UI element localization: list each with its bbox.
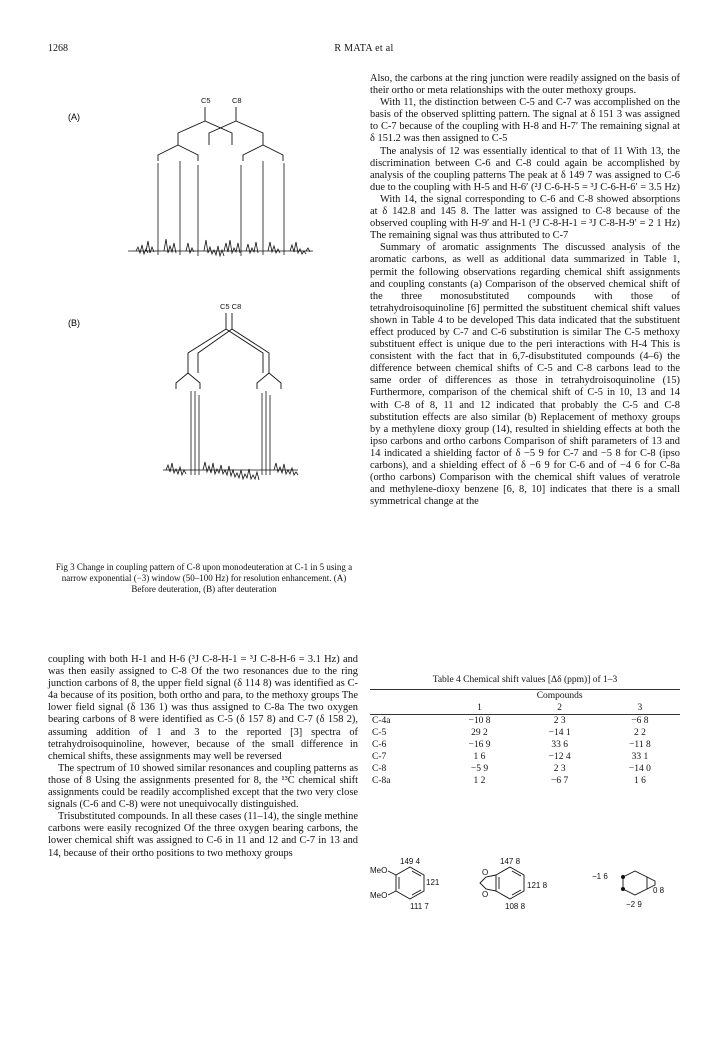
cell: 33 6 xyxy=(551,740,568,750)
paragraph: With 14, the signal corresponding to C-6 and C-8 showed absorptions at δ 142.8 and 145 8. The latter was assigned to C-8 because of the observed coupling with H-9′ and H-1 (³J C-8-H-1 = ³J C-8-H-9′ = 2 1 Hz) The remaining signal was thus attributed to C-7 xyxy=(370,193,680,242)
table-row xyxy=(370,775,680,787)
label: 121 8 xyxy=(527,881,548,890)
table-title: Table 4 Chemical shift values [Δδ (ppm)] of 1–3 xyxy=(432,675,618,685)
table-row xyxy=(370,715,680,728)
paragraph: Also, the carbons at the ring junction were readily assigned on the basis of their ortho or meta relationships with the outer methoxy groups. xyxy=(370,73,680,97)
paragraph: The analysis of 12 was essentially identical to that of 11 With 13, the discrimination between C-6 and C-8 could again be accomplished by analysis of the coupling patterns The peak at δ 149 7 was assigned to C-6 due to the coupling with H-5 and H-6′ (²J C-6-H-5 = ³J C-6-H-6′ = 3.5 Hz) xyxy=(370,145,680,193)
table-4 xyxy=(370,675,680,787)
label: 111 7 xyxy=(410,902,429,911)
cell: 29 2 xyxy=(471,728,488,738)
peak-label-c5: C5 xyxy=(201,96,211,105)
row-label: C-8 xyxy=(372,764,387,774)
cell: 1 6 xyxy=(473,752,486,762)
left-column-text xyxy=(48,654,358,860)
cell: 2 2 xyxy=(633,728,646,738)
table-row xyxy=(370,727,680,739)
label: MeO xyxy=(370,866,388,875)
label: 108 8 xyxy=(505,902,526,911)
row-label: C-7 xyxy=(372,752,387,762)
spectrum-b xyxy=(163,391,298,480)
group-header: Compounds xyxy=(536,691,583,701)
cell: −12 4 xyxy=(548,752,571,762)
paragraph: Summary of aromatic assignments The discussed analysis of the aromatic carbons, as well as additional data summarized in Table 1, permit the following observations regarding chemical shift assignments and coupling constants (a) Comparison of the observed chemical shift of the three monosubstituted compounds with those of tetrahydroisoquinoline [6] permitted the substituent chemical shift values shown in Table 4 to be developed This data indicated that the substituent effect produced by C-7 and C-6 substitution is similar The C-5 methoxy substituent effect is unique due to the peri interactions with H-4 This is consistent with the fact that in 6,7-disubstituted compounds (4–6) the difference between chemical shifts of C-5 and C-8 carbons lead to the same order of differences as those in tetrahydroisoquinoline (15) Furthermore, comparison of the chemical shift of C-5 in 10, 13 and 14 with C-8 of 8, 11 and 12 indicated that probably the C-5 and C-8 substitution effects are also similar (b) Replacement of methoxy groups by a methylene dioxy group (14), resulted in shielding effects at both the ipso carbons and ortho carbons Comparison of shift parameters of 13 and 14 indicated a shielding factor of δ −5 9 for C-7 and −5 8 for C-8 (ipso carbons), and a shielding effect of δ −6 9 for C-6 and of −4 6 for C-8a (ortho carbons) Comparison with the chemical shift values of veratrole and methylene-dioxy benzene [6, 8, 10] indicates that there is a small symmetrical change at the xyxy=(370,242,680,508)
structure-methylenedioxybenzene xyxy=(480,857,548,911)
column-header: 2 xyxy=(557,703,563,713)
shift-table xyxy=(370,689,680,787)
cell: −10 8 xyxy=(468,716,491,726)
cell: −5 9 xyxy=(470,764,489,774)
page-header xyxy=(48,43,680,57)
label: −2 9 xyxy=(626,900,642,909)
row-label: C-6 xyxy=(372,740,387,750)
table-row xyxy=(370,739,680,751)
column-header: 1 xyxy=(477,703,482,713)
label: 0 8 xyxy=(653,886,665,895)
cell: 2 3 xyxy=(553,764,566,774)
cell: 2 3 xyxy=(553,716,566,726)
cell: −11 8 xyxy=(629,740,651,750)
row-label: C-5 xyxy=(372,728,387,738)
figure-label-a: (A) xyxy=(68,112,80,122)
figure-label-b: (B) xyxy=(68,318,80,328)
cell: −14 1 xyxy=(548,728,571,738)
label: 149 4 xyxy=(400,857,421,866)
table-header-row xyxy=(370,690,680,703)
cell: −14 0 xyxy=(628,764,651,774)
paragraph: The spectrum of 10 showed similar resonances and coupling patterns as those of 8 Using the assignments presented for 8, the ¹³C chemical shift assignments could be readily accomplished except that the two very close signals (C-6 and C-8) were not unequivocally distinguished. xyxy=(48,762,358,811)
cell: 33 1 xyxy=(631,752,649,762)
column-header: 3 xyxy=(637,703,643,713)
structure-veratrole xyxy=(370,857,440,911)
label: −1 6 xyxy=(592,872,608,881)
table-column-row xyxy=(370,702,680,715)
paragraph: Trisubstituted compounds. In all these cases (11–14), the single methine carbons were easily recognized Of the three oxygen bearing carbons, the lower chemical shift was assigned to C-6 in 11 and 12 and C-7 in 13 and 14, because of their ortho positions to two methoxy groups xyxy=(48,811,358,859)
table-row xyxy=(370,751,680,763)
paragraph: With 11, the distinction between C-5 and C-7 was accomplished on the basis of the observed splitting pattern. The signal at δ 151 3 was assigned to C-7 because of the coupling with H-8 and H-7′ The remaining signal at δ 151.2 was then assigned to C-5 xyxy=(370,97,680,145)
paragraph: coupling with both H-1 and H-6 (³J C-8-H-1 = ³J C-8-H-6 = 3.1 Hz) and was then easily assigned to C-8 Of the two resonances due to the ring junction carbons of 8, the upper field signal (δ 114 8) was identified as C-4a because of its position, both ortho and para, to the methoxy groups The lower field signal (δ 136 1) was thus assigned to C-8a The two oxygen bearing carbons of 8 were identified as C-5 (δ 157 8) and C-7 (δ 158 2), assuming addition of 1 and 3 to the reported [3] spectra of tetrahydroisoquinoline, however, because of the small difference in chemical shifts, these assignments may well be reversed xyxy=(48,654,358,762)
right-column-text xyxy=(370,73,680,508)
row-label: C-4a xyxy=(372,716,391,726)
cell: −6 8 xyxy=(631,716,649,726)
cell: 1 6 xyxy=(633,776,646,786)
running-head: R MATA et al xyxy=(334,43,394,54)
chemical-structures xyxy=(370,855,690,915)
label: 147 8 xyxy=(500,857,521,866)
cell: −16 9 xyxy=(468,740,491,750)
svg-text:O: O xyxy=(482,890,489,899)
spectrum-a xyxy=(128,161,313,256)
cell: 1 2 xyxy=(473,776,486,786)
row-label: C-8a xyxy=(372,776,391,786)
peak-label-c5c8: C5 C8 xyxy=(220,302,242,311)
splitting-tree-b xyxy=(176,302,281,389)
splitting-tree-a xyxy=(158,96,283,161)
peak-label-c8: C8 xyxy=(232,96,242,105)
svg-text:O: O xyxy=(482,868,489,877)
label: MeO xyxy=(370,891,388,900)
figure-caption: Fig 3 Change in coupling pattern of C-8 upon monodeuteration at C-1 in 5 using a narrow exponential (−3) window (50–100 Hz) for resolution enhancement. (A) Before deuteration, (B) after deuteration xyxy=(55,562,353,595)
label: 121 xyxy=(426,878,440,887)
table-row xyxy=(370,763,680,775)
page-number: 1268 xyxy=(48,43,68,54)
nmr-figure xyxy=(48,73,358,553)
structure-substituent xyxy=(592,871,665,909)
cell: −6 7 xyxy=(551,776,569,786)
